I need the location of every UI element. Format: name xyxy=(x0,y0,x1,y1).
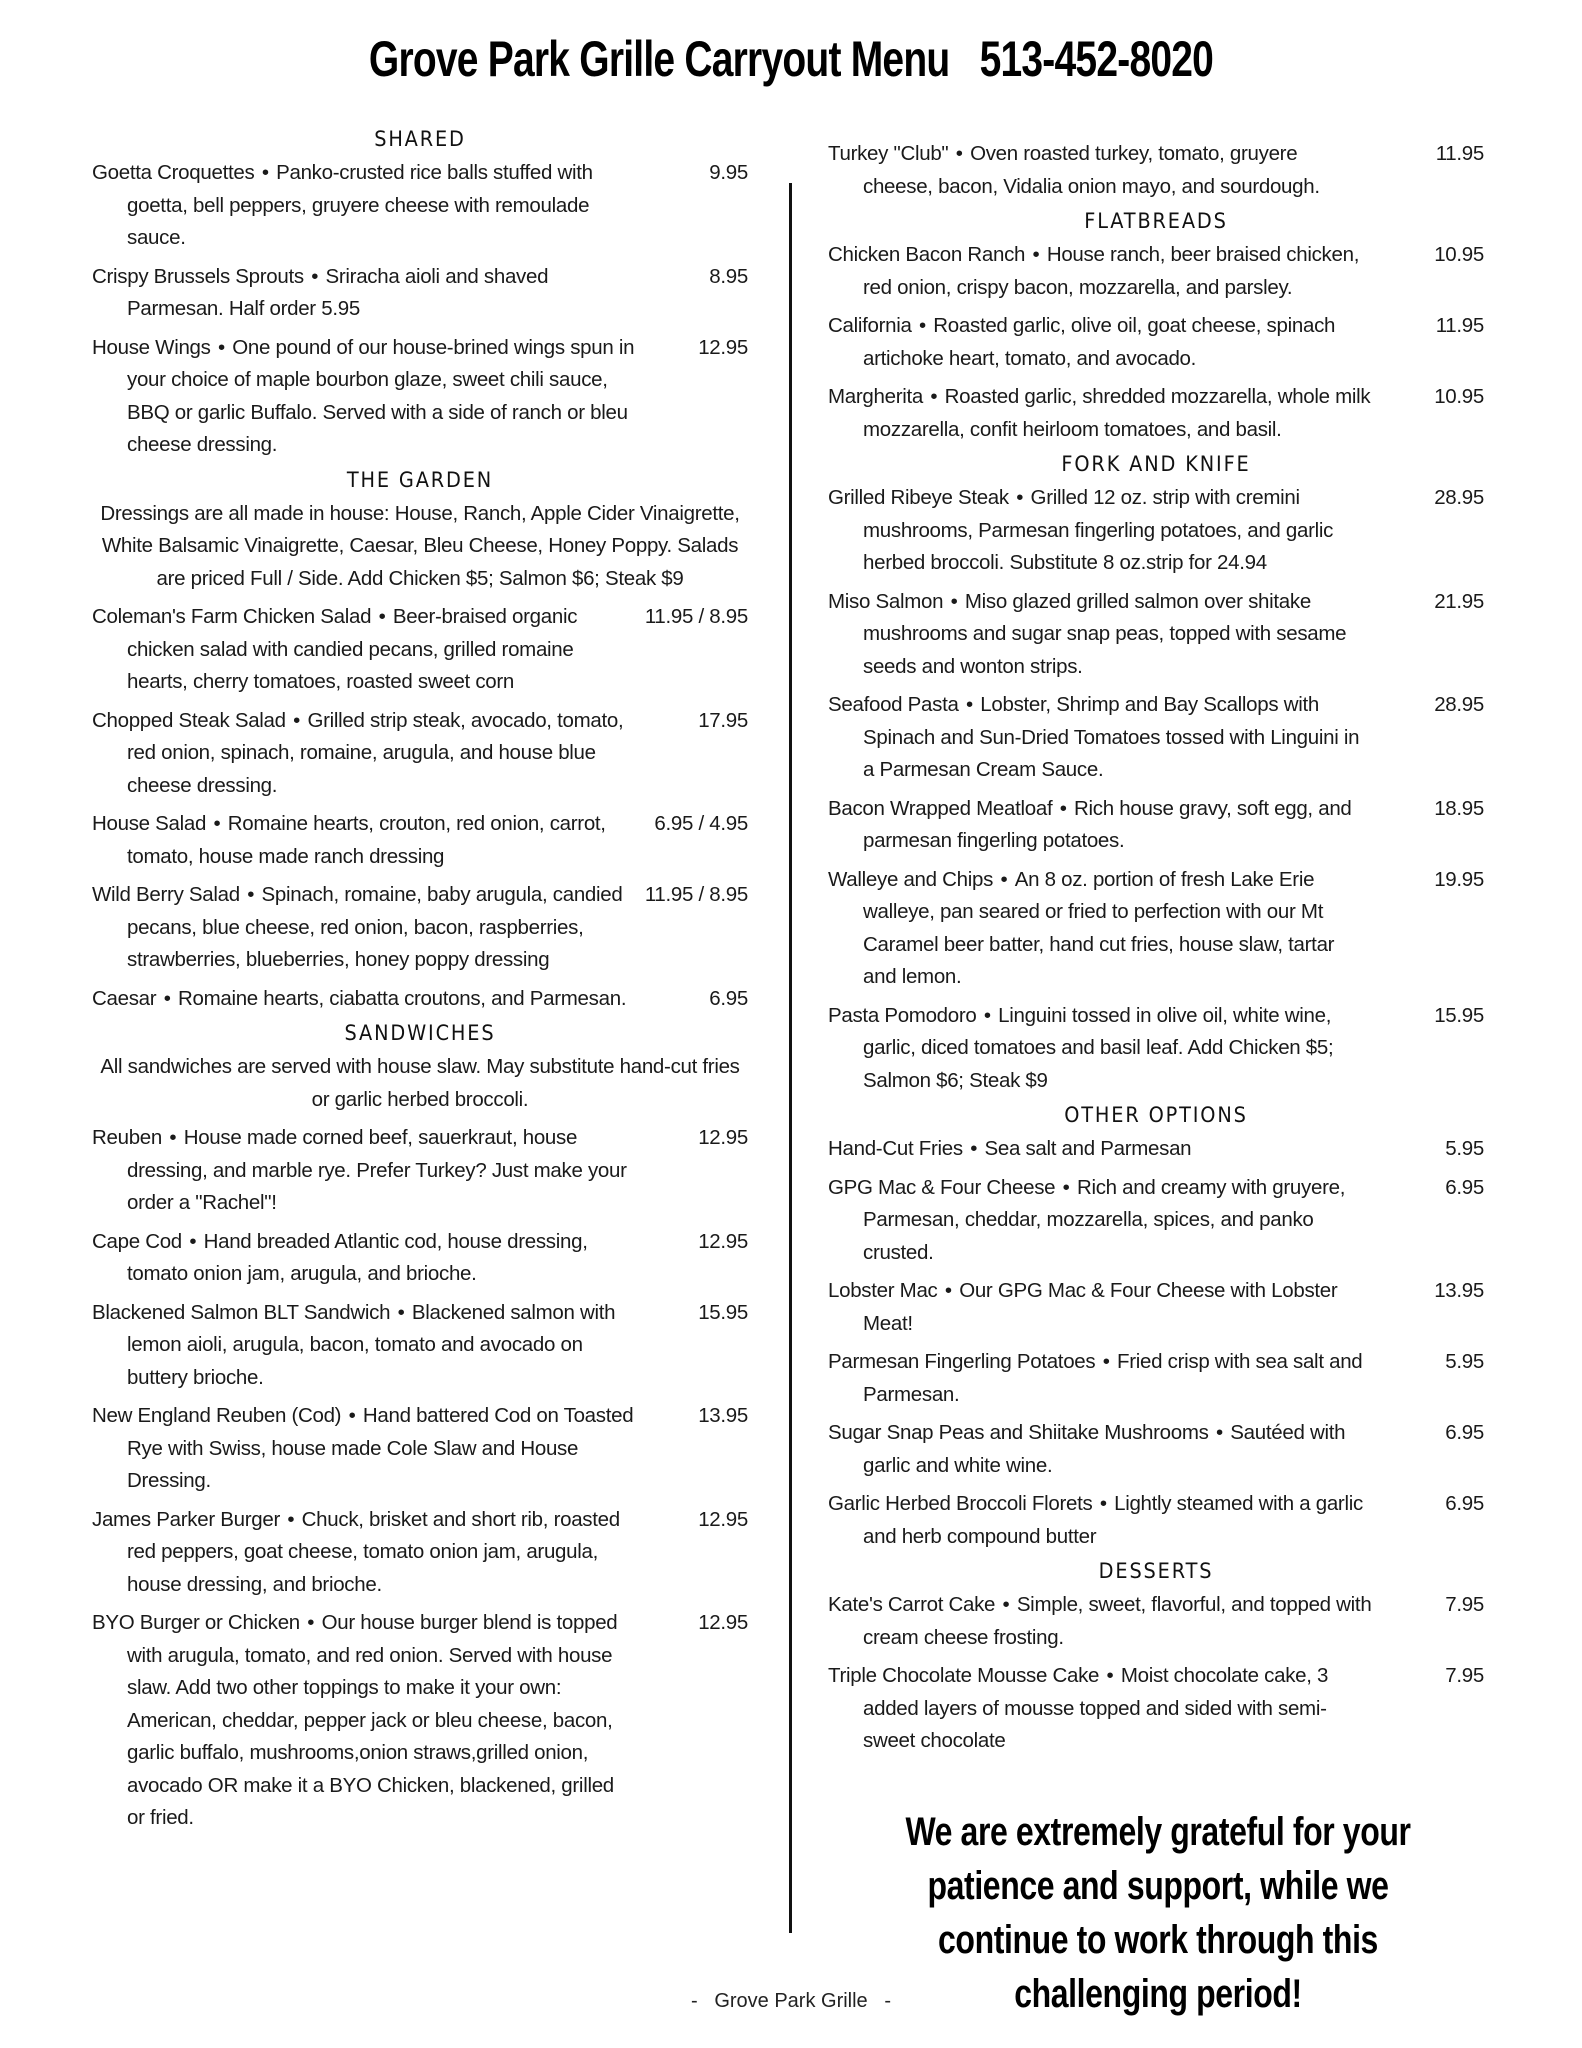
menu-item-text xyxy=(92,1607,636,1835)
menu-item xyxy=(828,482,1484,580)
menu-item xyxy=(92,1297,748,1395)
menu-section xyxy=(92,1021,748,1835)
menu-item-name: New England Reuben (Cod) xyxy=(92,1404,342,1427)
bullet-separator: • xyxy=(1010,486,1029,509)
right-column xyxy=(828,138,1484,1764)
bullet-separator: • xyxy=(373,605,391,628)
menu-item xyxy=(828,793,1484,858)
menu-item-name: Bacon Wrapped Meatloaf xyxy=(828,796,1053,820)
menu-item-text xyxy=(92,879,636,977)
menu-item-description: Hand battered Cod on Toasted Rye with Swiss, house made Cole Slaw and House Dressing. xyxy=(127,1404,634,1492)
menu-item-text xyxy=(828,1346,1372,1411)
menu-item-price: 13.95 xyxy=(698,1404,748,1427)
menu-item-price: 19.95 xyxy=(1434,867,1484,891)
bullet-separator: • xyxy=(913,314,932,337)
bullet-separator: • xyxy=(281,1507,300,1531)
bullet-separator: • xyxy=(241,883,260,906)
bullet-separator: • xyxy=(256,161,275,184)
section-heading: FLATBREADS xyxy=(1084,209,1228,233)
menu-item xyxy=(828,1589,1484,1654)
bullet-separator: • xyxy=(995,867,1013,891)
menu-item-name: Caesar xyxy=(92,986,157,1010)
menu-item-description: Sautéed with garlic and white wine. xyxy=(863,1421,1346,1477)
menu-item-description: Sea salt and Parmesan xyxy=(984,1137,1192,1160)
menu-item-description: Roasted garlic, shredded mozzarella, whole milk mozzarella, confit heirloom tomatoes, and basil. xyxy=(863,385,1371,441)
menu-item-description: Linguini tossed in olive oil, white wine, garlic, diced tomatoes and basil leaf. Add Chicken $5; Salmon $6; Steak $9 xyxy=(863,1003,1334,1092)
menu-item-description: Panko-crusted rice balls stuffed with goetta, bell peppers, gruyere cheese with remoulade sauce. xyxy=(127,161,593,249)
menu-item-description: Miso glazed grilled salmon over shitake mushrooms and sugar snap peas, topped with sesame seeds and wonton strips. xyxy=(863,589,1347,678)
menu-item-text xyxy=(92,1504,636,1602)
menu-item-text xyxy=(828,793,1372,858)
section-items xyxy=(828,1589,1484,1758)
menu-item-description: Spinach, romaine, baby arugula, candied pecans, blue cheese, red onion, bacon, raspberries, strawberries, blueberries, honey poppy dressing xyxy=(127,883,623,971)
menu-item xyxy=(828,381,1484,446)
bullet-separator: • xyxy=(208,812,226,835)
menu-item-name: BYO Burger or Chicken xyxy=(92,1611,300,1634)
menu-item-price: 15.95 xyxy=(698,1300,748,1324)
menu-item-price: 13.95 xyxy=(1434,1279,1484,1302)
section-heading: SANDWICHES xyxy=(344,1021,496,1045)
menu-item-text xyxy=(92,705,636,803)
section-note: Dressings are all made in house: House, Ranch, Apple Cider Vinaigrette, White Balsamic Vinaigrette, Caesar, Bleu Cheese, Honey Poppy. Salads are priced Full / Side. Add Chicken $5; Salmon $6; Steak $9 xyxy=(100,501,740,590)
section-items xyxy=(828,482,1484,1097)
menu-item-text xyxy=(92,601,636,699)
section-heading: DESSERTS xyxy=(1098,1559,1214,1583)
menu-item xyxy=(828,1275,1484,1340)
bullet-separator: • xyxy=(301,1611,320,1634)
menu-item-name: Wild Berry Salad xyxy=(92,883,240,906)
column-divider xyxy=(789,183,792,1933)
section-heading: OTHER OPTIONS xyxy=(1064,1103,1248,1127)
menu-item-text xyxy=(828,310,1372,375)
menu-item-text xyxy=(828,1275,1372,1340)
menu-item-description: Sriracha aioli and shaved Parmesan. Half order 5.95 xyxy=(127,264,549,320)
bullet-separator: • xyxy=(1027,243,1045,266)
menu-item-price: 6.95 xyxy=(1445,1421,1484,1444)
menu-item-description: Romaine hearts, ciabatta croutons, and Parmesan. xyxy=(177,986,627,1010)
section-items xyxy=(92,157,748,462)
menu-item xyxy=(92,808,748,873)
menu-item-price: 11.95 xyxy=(1435,314,1484,337)
menu-item-price: 5.95 xyxy=(1445,1350,1484,1373)
menu-item xyxy=(92,601,748,699)
menu-item-name: Chopped Steak Salad xyxy=(92,708,286,732)
bullet-separator: • xyxy=(964,1137,983,1160)
menu-item xyxy=(828,1172,1484,1270)
menu-item xyxy=(828,586,1484,684)
menu-item-price: 6.95 / 4.95 xyxy=(654,812,748,835)
menu-item-text xyxy=(828,689,1372,787)
menu-item-price: 8.95 xyxy=(709,264,748,288)
bullet-separator: • xyxy=(925,385,943,408)
menu-item-price: 11.95 / 8.95 xyxy=(644,883,748,906)
menu-item-price: 17.95 xyxy=(698,708,748,732)
menu-item xyxy=(828,864,1484,994)
menu-item-text xyxy=(92,1226,636,1291)
bullet-separator: • xyxy=(183,1229,202,1253)
menu-item-name: Walleye and Chips xyxy=(828,867,994,891)
bullet-separator: • xyxy=(945,589,963,613)
section-items xyxy=(828,138,1484,203)
menu-item xyxy=(828,1133,1484,1166)
section-note: All sandwiches are served with house slaw. May substitute hand-cut fries or garlic herbed broccoli. xyxy=(100,1055,740,1111)
menu-section xyxy=(828,1103,1484,1553)
menu-item-text xyxy=(92,808,636,873)
menu-item-text xyxy=(92,332,636,462)
menu-item-description: Hand breaded Atlantic cod, house dressing, tomato onion jam, arugula, and brioche. xyxy=(127,1229,588,1285)
page-title: Grove Park Grille Carryout Menu 513-452-8020 xyxy=(368,31,1214,87)
menu-item-price: 10.95 xyxy=(1434,385,1484,408)
menu-item-description: Chuck, brisket and short rib, roasted red peppers, goat cheese, tomato onion jam, arugula, house dressing, and brioche. xyxy=(127,1507,620,1596)
menu-item-price: 10.95 xyxy=(1434,243,1484,266)
menu-item-text xyxy=(92,983,636,1016)
menu-item-description: Fried crisp with sea salt and Parmesan. xyxy=(863,1350,1363,1406)
menu-item-name: Garlic Herbed Broccoli Florets xyxy=(828,1492,1093,1515)
menu-item-price: 6.95 xyxy=(1445,1175,1484,1199)
menu-item-description: Moist chocolate cake, 3 added layers of mousse topped and sided with semi-sweet chocolate xyxy=(863,1664,1329,1752)
menu-item-name: Chicken Bacon Ranch xyxy=(828,243,1026,266)
menu-item xyxy=(92,879,748,977)
left-column xyxy=(92,125,748,1841)
menu-item-price: 12.95 xyxy=(698,1126,748,1149)
menu-item-name: Parmesan Fingerling Potatoes xyxy=(828,1350,1096,1373)
menu-item-price: 11.95 xyxy=(1435,142,1484,165)
closing-message: We are extremely grateful for your patience and support, while we continue to work through this challenging period! xyxy=(905,1810,1411,2016)
menu-item-text xyxy=(92,1297,636,1395)
menu-item-description: Grilled 12 oz. strip with cremini mushrooms, Parmesan fingerling potatoes, and garlic herbed broccoli. Substitute 8 oz.strip for 24.94 xyxy=(863,486,1334,574)
section-heading: SHARED xyxy=(374,127,466,151)
menu-item-name: House Salad xyxy=(92,812,207,835)
menu-item-price: 9.95 xyxy=(709,161,748,184)
menu-item-text xyxy=(828,586,1372,684)
menu-item xyxy=(92,1607,748,1835)
menu-item-description: Rich and creamy with gruyere, Parmesan, cheddar, mozzarella, spices, and panko crusted. xyxy=(863,1175,1346,1264)
menu-item-description: Simple, sweet, flavorful, and topped with cream cheese frosting. xyxy=(863,1593,1372,1649)
bullet-separator: • xyxy=(305,264,324,288)
menu-item-price: 11.95 / 8.95 xyxy=(644,605,748,628)
section-items xyxy=(92,1122,748,1835)
menu-item-name: Kate's Carrot Cake xyxy=(828,1593,996,1616)
footer: - Grove Park Grille - xyxy=(690,1990,892,2012)
menu-item xyxy=(828,1000,1484,1098)
bullet-separator: • xyxy=(950,142,969,165)
menu-item-text xyxy=(828,1660,1372,1758)
bullet-separator: • xyxy=(1057,1175,1075,1199)
menu-item-name: Cape Cod xyxy=(92,1229,182,1253)
menu-item-text xyxy=(828,1000,1372,1098)
menu-item-name: Turkey "Club" xyxy=(828,142,949,165)
menu-item-description: An 8 oz. portion of fresh Lake Erie walleye, pan seared or fried to perfection with our Mt Caramel beer batter, hand cut fries, house slaw, tartar and lemon. xyxy=(863,867,1335,988)
menu-item-name: Sugar Snap Peas and Shiitake Mushrooms xyxy=(828,1421,1209,1444)
menu-item-price: 12.95 xyxy=(698,1229,748,1253)
menu-item-text xyxy=(92,157,636,255)
menu-section xyxy=(92,468,748,1016)
bullet-separator: • xyxy=(997,1593,1015,1616)
menu-item-text xyxy=(92,1400,636,1498)
menu-item-name: Miso Salmon xyxy=(828,589,944,613)
menu-item-text xyxy=(828,1172,1372,1270)
section-heading: FORK AND KNIFE xyxy=(1061,452,1251,476)
menu-item-description: Grilled strip steak, avocado, tomato, red onion, spinach, romaine, arugula, and house blue cheese dressing. xyxy=(127,708,624,797)
menu-item-name: Pasta Pomodoro xyxy=(828,1003,977,1027)
menu-item-description: Lightly steamed with a garlic and herb compound butter xyxy=(863,1492,1363,1548)
menu-item-name: Reuben xyxy=(92,1126,163,1149)
menu-item-text xyxy=(828,482,1372,580)
menu-item-text xyxy=(828,1133,1372,1166)
bullet-separator: • xyxy=(164,1126,182,1149)
menu-item-description: Our house burger blend is topped with arugula, tomato, and red onion. Served with house slaw. Add two other toppings to make it your own: American, cheddar, pepper jack or bleu cheese, bacon, garlic buffalo, mushrooms,onion straws,grilled onion, avocado OR make it a BYO Chicken, blackened, grilled or fried. xyxy=(127,1611,618,1829)
bullet-separator: • xyxy=(392,1300,410,1324)
menu-item-name: Blackened Salmon BLT Sandwich xyxy=(92,1300,391,1324)
menu-item-price: 12.95 xyxy=(698,335,748,359)
menu-item xyxy=(828,239,1484,304)
menu-item-text xyxy=(828,1417,1372,1482)
menu-item-price: 18.95 xyxy=(1434,796,1484,820)
bullet-separator: • xyxy=(1101,1664,1119,1687)
menu-item-name: Hand-Cut Fries xyxy=(828,1137,963,1160)
menu-item-text xyxy=(828,381,1372,446)
menu-item-name: House Wings xyxy=(92,335,211,359)
menu-item xyxy=(828,1660,1484,1758)
menu-item-name: Triple Chocolate Mousse Cake xyxy=(828,1664,1100,1687)
bullet-separator: • xyxy=(1054,796,1073,820)
menu-item-text xyxy=(828,138,1372,203)
menu-item-price: 21.95 xyxy=(1434,589,1484,613)
menu-item-name: James Parker Burger xyxy=(92,1507,280,1531)
menu-item xyxy=(92,1226,748,1291)
menu-item xyxy=(828,1488,1484,1553)
menu-item-description: Blackened salmon with lemon aioli, arugula, bacon, tomato and avocado on buttery brioche. xyxy=(127,1300,616,1389)
menu-item-price: 28.95 xyxy=(1434,486,1484,509)
menu-item-description: Our GPG Mac & Four Cheese with Lobster Meat! xyxy=(863,1279,1338,1335)
bullet-separator: • xyxy=(212,335,231,359)
bullet-separator: • xyxy=(343,1404,361,1427)
section-items xyxy=(828,1133,1484,1553)
menu-item-name: GPG Mac & Four Cheese xyxy=(828,1175,1056,1199)
menu-item-description: Oven roasted turkey, tomato, gruyere cheese, bacon, Vidalia onion mayo, and sourdough. xyxy=(863,142,1320,198)
menu-section xyxy=(828,1559,1484,1758)
menu-item xyxy=(828,310,1484,375)
menu-item-name: Lobster Mac xyxy=(828,1279,938,1302)
bullet-separator: • xyxy=(1210,1421,1229,1444)
menu-item-name: Margherita xyxy=(828,385,923,408)
menu-item xyxy=(92,332,748,462)
bullet-separator: • xyxy=(960,693,979,716)
menu-item-description: Beer-braised organic chicken salad with candied pecans, grilled romaine hearts, cherry tomatoes, roasted sweet corn xyxy=(127,605,578,693)
menu-item-text xyxy=(92,261,636,326)
menu-item-description: Lobster, Shrimp and Bay Scallops with Spinach and Sun-Dried Tomatoes tossed with Linguini in a Parmesan Cream Sauce. xyxy=(863,693,1360,781)
menu-item-description: Rich house gravy, soft egg, and parmesan fingerling potatoes. xyxy=(863,796,1352,852)
menu-item xyxy=(828,1346,1484,1411)
menu-item-name: Coleman's Farm Chicken Salad xyxy=(92,605,372,628)
section-items xyxy=(92,601,748,1015)
menu-item-price: 6.95 xyxy=(1445,1492,1484,1515)
menu-item-description: One pound of our house-brined wings spun in your choice of maple bourbon glaze, sweet chili sauce, BBQ or garlic Buffalo. Served with a side of ranch or bleu cheese dressing. xyxy=(127,335,635,456)
menu-item-price: 12.95 xyxy=(698,1507,748,1531)
menu-item xyxy=(828,689,1484,787)
menu-item-price: 28.95 xyxy=(1434,693,1484,716)
section-heading: THE GARDEN xyxy=(346,467,494,492)
menu-item-description: Romaine hearts, crouton, red onion, carrot, tomato, house made ranch dressing xyxy=(127,812,606,868)
bullet-separator: • xyxy=(1097,1350,1116,1373)
menu-item-price: 15.95 xyxy=(1434,1003,1484,1027)
menu-item-name: Grilled Ribeye Steak xyxy=(828,486,1009,509)
menu-item-price: 7.95 xyxy=(1445,1593,1484,1616)
menu-item-text xyxy=(828,1589,1372,1654)
menu-item xyxy=(92,1122,748,1220)
bullet-separator: • xyxy=(939,1279,958,1302)
menu-item-name: Goetta Croquettes xyxy=(92,161,255,184)
bullet-separator: • xyxy=(978,1003,997,1027)
menu-section xyxy=(828,138,1484,203)
menu-item-price: 6.95 xyxy=(709,986,748,1010)
menu-item-name: California xyxy=(828,314,912,337)
menu-item xyxy=(92,1400,748,1498)
menu-item xyxy=(92,705,748,803)
bullet-separator: • xyxy=(1094,1492,1113,1515)
menu-item-description: House made corned beef, sauerkraut, house dressing, and marble rye. Prefer Turkey? Just make your order a "Rachel"! xyxy=(127,1126,627,1214)
menu-item xyxy=(92,157,748,255)
menu-section xyxy=(92,127,748,462)
menu-item xyxy=(828,1417,1484,1482)
menu-item xyxy=(828,138,1484,203)
menu-item-name: Seafood Pasta xyxy=(828,693,959,716)
menu-item-text xyxy=(828,239,1372,304)
menu-item xyxy=(92,1504,748,1602)
menu-item-text xyxy=(828,864,1372,994)
menu-item-name: Crispy Brussels Sprouts xyxy=(92,264,304,288)
menu-item-text xyxy=(92,1122,636,1220)
menu-item xyxy=(92,983,748,1016)
menu-item-price: 5.95 xyxy=(1445,1137,1484,1160)
menu-item-price: 12.95 xyxy=(698,1611,748,1634)
section-items xyxy=(828,239,1484,446)
menu-item-description: House ranch, beer braised chicken, red onion, crispy bacon, mozzarella, and parsley. xyxy=(863,243,1360,299)
menu-item-description: Roasted garlic, olive oil, goat cheese, spinach artichoke heart, tomato, and avocado. xyxy=(863,314,1336,370)
bullet-separator: • xyxy=(287,708,306,732)
menu-item xyxy=(92,261,748,326)
menu-item-price: 7.95 xyxy=(1445,1664,1484,1687)
menu-section xyxy=(828,452,1484,1097)
menu-item-text xyxy=(828,1488,1372,1553)
bullet-separator: • xyxy=(158,986,176,1010)
menu-section xyxy=(828,209,1484,446)
